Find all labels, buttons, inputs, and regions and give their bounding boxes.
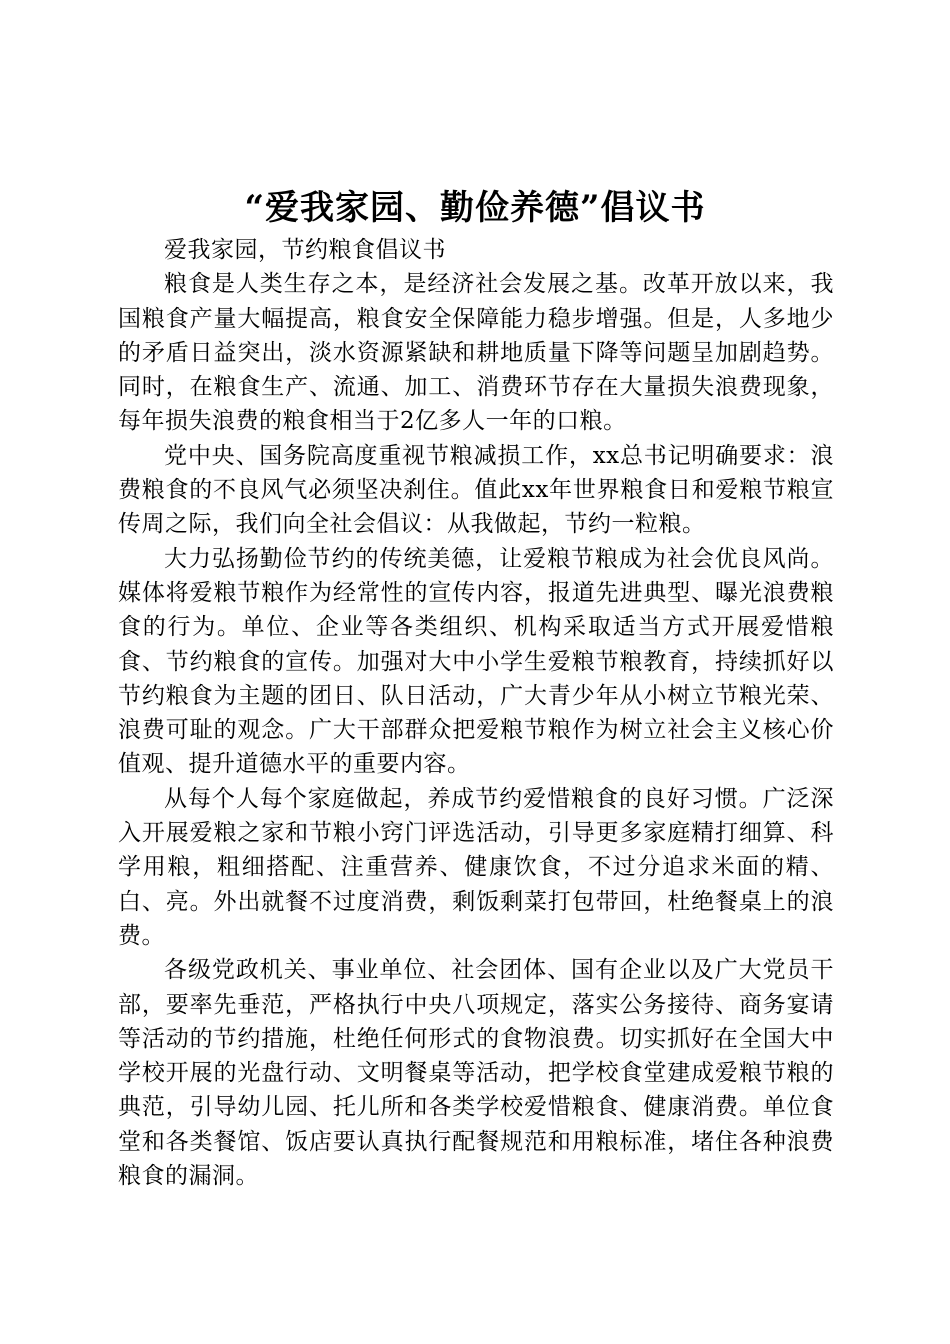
body-paragraph: 各级党政机关、事业单位、社会团体、国有企业以及广大党员干部，要率先垂范，严格执行中央八项规定，落实公务接待、商务宴请等活动的节约措施，杜绝任何形式的食物浪费。切实抓好在全国大中学校开展的光盘行动、文明餐桌等活动，把学校食堂建成爱粮节粮的典范，引导幼儿园、托儿所和各类学校爱惜粮食、健康消费。单位食堂和各类餐馆、饭店要认真执行配餐规范和用粮标准，堵住各种浪费粮食的漏洞。 [118, 957, 834, 1190]
document-title: “爱我家园、勤俭养德”倡议书 [244, 188, 706, 228]
body-paragraph: 党中央、国务院高度重视节粮减损工作，xx总书记明确要求：浪费粮食的不良风气必须坚决刹住。值此xx年世界粮食日和爱粮节粮宣传周之际，我们向全社会倡议：从我做起，节约一粒粮。 [118, 442, 834, 538]
document-body [118, 233, 834, 1193]
subtitle-paragraph: 爱我家园，节约粮食倡议书 [164, 237, 446, 263]
body-paragraph: 粮食是人类生存之本，是经济社会发展之基。改革开放以来，我国粮食产量大幅提高，粮食安全保障能力稳步增强。但是，人多地少的矛盾日益突出，淡水资源紧缺和耕地质量下降等问题呈加剧趋势。同时，在粮食生产、流通、加工、消费环节存在大量损失浪费现象，每年损失浪费的粮食相当于2亿多人一年的口粮。 [118, 271, 834, 435]
body-paragraph: 大力弘扬勤俭节约的传统美德，让爱粮节粮成为社会优良风尚。媒体将爱粮节粮作为经常性的宣传内容，报道先进典型、曝光浪费粮食的行为。单位、企业等各类组织、机构采取适当方式开展爱惜粮食、节约粮食的宣传。加强对大中小学生爱粮节粮教育，持续抓好以节约粮食为主题的团日、队日活动，广大青少年从小树立节粮光荣、浪费可耻的观念。广大干部群众把爱粮节粮作为树立社会主义核心价值观、提升道德水平的重要内容。 [118, 545, 834, 778]
body-paragraph: 从每个人每个家庭做起，养成节约爱惜粮食的良好习惯。广泛深入开展爱粮之家和节粮小窍门评选活动，引导更多家庭精打细算、科学用粮，粗细搭配、注重营养、健康饮食，不过分追求米面的精、白、亮。外出就餐不过度消费，剩饭剩菜打包带回，杜绝餐桌上的浪费。 [118, 785, 834, 949]
